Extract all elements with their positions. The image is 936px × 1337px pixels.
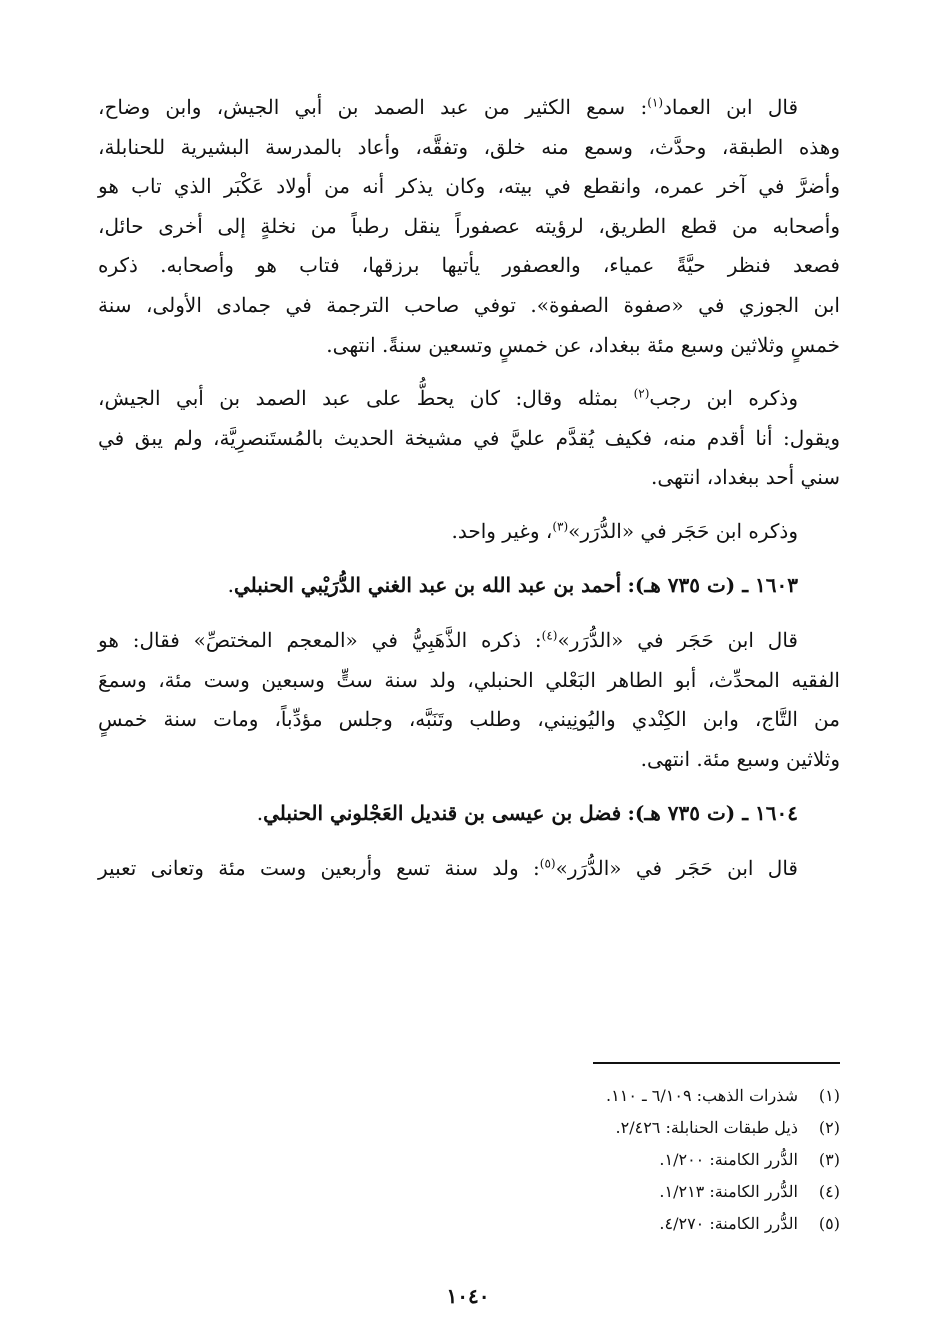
text-line: خمسٍ وثلاثين وسبع مئة ببغداد، عن خمسٍ وتسعين سنةً. انتهى. <box>326 332 840 357</box>
entry-heading-1603: ١٦٠٣ ـ (ت ٧٣٥ هـ): أحمد بن عبد الله بن عبد الغني الدُّرَيْبي الحنبلي. <box>227 572 798 597</box>
footnote-text: شذرات الذهب: ٦/١٠٩ ـ ١١٠. <box>606 1086 798 1105</box>
footnote-ref[interactable]: (٥) <box>539 856 556 871</box>
footnote-item <box>420 1208 840 1240</box>
text-line: قال ابن العماد$^{(١)}$: سمع الكثير من عبد الصمد بن أبي الجيش، وابن وضاح، <box>98 95 799 119</box>
text-line: وأصحابه من قطع الطريق، لرؤيته عصفوراً ينقل رطباً من نخلةٍ إلى أخرى حائل، <box>98 213 840 238</box>
page-number: ١٠٤٠ <box>446 1284 490 1308</box>
text-line: وذكره ابن حَجَر في «الدُّرَر»$^{(٣)}$، وغير واحد. <box>451 518 798 543</box>
text-line: ويقول: أنا أقدم منه، فكيف يُقدَّم عليَّ في مشيخة الحديث بالمُستَنصرِيَّة، ولم يبق في <box>98 425 840 450</box>
entry-title: أحمد بن عبد الله بن عبد الغني الدُّرَيْبي الحنبلي <box>233 572 622 597</box>
footnote-number: (٤) <box>818 1182 840 1201</box>
paragraph-ibn-al-imad <box>98 88 840 365</box>
paragraph-ibn-rajab <box>98 379 840 498</box>
text-line: وأضرَّ في آخر عمره، وانقطع في بيته، وكان يذكر أنه من أولاد عَكْبَر الذي تاب هو <box>98 174 840 199</box>
footnote-text: ذيل طبقات الحنابلة: ٢/٤٢٦. <box>615 1118 798 1137</box>
footnote-number: (٢) <box>818 1118 840 1137</box>
footnote-text: الدُّرر الكامنة: ٤/٢٧٠. <box>659 1214 798 1233</box>
footnote-number: (٥) <box>818 1214 840 1233</box>
footnote-ref[interactable]: (٣) <box>552 519 569 534</box>
paragraph-ibn-hajar-1 <box>98 512 840 552</box>
text-line: ابن الجوزي في «صفوة الصفوة». توفي صاحب الترجمة في جمادى الأولى، سنة <box>98 292 840 317</box>
footnote-item <box>420 1080 840 1112</box>
text-line: قال ابن حَجَر في «الدُّرَر»$^{(٤)}$: ذكره الذَّهَبِيُّ في «المعجم المختصِّ» فقال: هو <box>98 628 798 653</box>
text-line: الفقيه المحدِّث، أبو الطاهر البَعْلي الحنبلي، ولد سنة ستٍّ وسبعين وست مئة، وسمعَ <box>98 667 840 692</box>
main-text <box>98 88 840 903</box>
text-line: فصعد فنظر حيَّةً عمياء، والعصفور يأتيها برزقها، فتاب هو وأصحابه. ذكره <box>98 253 840 278</box>
paragraph-ibn-hajar-2 <box>98 621 840 779</box>
footnote-ref[interactable]: (٢) <box>633 386 650 401</box>
footnote-divider <box>593 1062 840 1064</box>
text-line: سني أحد ببغداد، انتهى. <box>650 465 840 490</box>
footnote-item <box>420 1144 840 1176</box>
entry-heading-1604: ١٦٠٤ ـ (ت ٧٣٥ هـ): فضل بن عيسى بن قنديل العَجْلوني الحنبلي. <box>256 800 798 825</box>
footnotes <box>420 1080 840 1240</box>
footnote-number: (٣) <box>818 1150 840 1169</box>
text-line: وذكره ابن رجب$^{(٢)}$ بمثله وقال: كان يحطُّ على عبد الصمد بن أبي الجيش، <box>98 386 798 411</box>
footnote-ref[interactable]: (١) <box>647 95 664 110</box>
paragraph-ibn-hajar-3 <box>98 849 840 889</box>
footnote-number: (١) <box>818 1086 840 1105</box>
text-line: وثلاثين وسبع مئة. انتهى. <box>640 746 840 771</box>
text-line: وهذه الطبقة، وحدَّث، وسمع منه خلق، وتفقَّه، وأعاد بالمدرسة البشيرية للحنابلة، <box>98 134 840 159</box>
footnote-item <box>420 1112 840 1144</box>
footnote-ref[interactable]: (٤) <box>541 628 558 643</box>
text-line: قال ابن حَجَر في «الدُّرَر»$^{(٥)}$: ولد سنة تسع وأربعين وست مئة وتعانى تعبير <box>98 856 798 881</box>
footnote-item <box>420 1176 840 1208</box>
entry-number: ١٦٠٣ ـ (ت ٧٣٥ هـ): <box>627 572 798 597</box>
text-line: من التَّاج، وابن الكِنْدي واليُونِيني، وطلب وتَنَبَّه، وجلس مؤدِّباً، ومات سنة خمسٍ <box>98 707 840 732</box>
entry-title: فضل بن عيسى بن قنديل العَجْلوني الحنبلي <box>263 800 622 825</box>
entry-number: ١٦٠٤ ـ (ت ٧٣٥ هـ): <box>627 800 798 825</box>
footnote-text: الدُّرر الكامنة: ١/٢١٣. <box>659 1182 798 1201</box>
footnote-text: الدُّرر الكامنة: ١/٢٠٠. <box>659 1150 798 1169</box>
